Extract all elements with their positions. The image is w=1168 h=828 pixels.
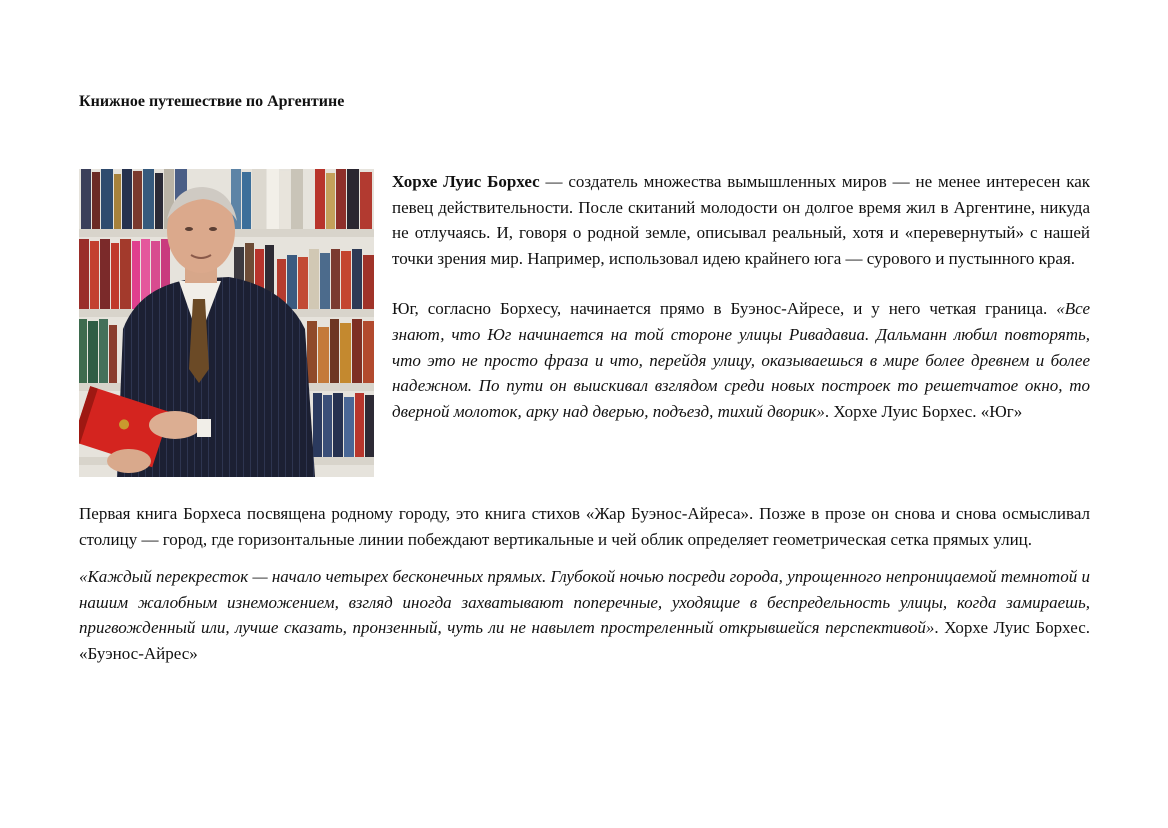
borges-photo <box>79 169 374 477</box>
page-title: Книжное путешествие по Аргентине <box>79 93 345 110</box>
south-source: . Хорхе Луис Борхес. «Юг» <box>824 401 1023 421</box>
intro-column <box>392 169 1090 424</box>
intro-text: — создатель множества вымышленных миров — не менее интересен как певец действительности. После скитаний молодости он долгое время жил в Аргентине, никуда не отлучаясь. И, говоря о родной земле, описывал реальный, хотя и «перевернутый» с нашей точки зрения мир. Например, использовал идею крайнего юга — сурового и пустынного края. <box>392 172 1090 268</box>
first-book-paragraph: Первая книга Борхеса посвящена родному городу, это книга стихов «Жар Буэнос-Айреса». Позже в прозе он снова и снова осмысливал столицу — город, где горизонтальные линии побеждают вертикальные и чей облик определяет геометрическая сетка прямых улиц. <box>79 504 1090 549</box>
author-name: Хорхе Луис Борхес <box>392 172 540 191</box>
south-lead: Юг, согласно Борхесу, начинается прямо в Буэнос-Айресе, и у него четкая граница. <box>392 299 1057 319</box>
portrait-illustration <box>79 169 374 477</box>
body-text <box>79 501 1090 667</box>
crossroad-quote: «Каждый перекресток — начало четырех бесконечных прямых. Глубокой ночью посреди города, упрощенного непроницаемой темнотой и нашим жалобным изнеможением, взгляд иногда захватывают поперечные, уходящие в беспредельность улицы, когда замираешь, пригвожденный или, лучше сказать, пронзенный, чуть ли не навылет простреленный открывшейся перспективой» <box>79 567 1090 638</box>
crossroad-source: . Хорхе Луис Борхес. «Буэнос-Айрес» <box>79 618 1091 663</box>
intro-paragraph <box>392 169 1090 271</box>
crossroad-paragraph <box>79 564 1090 666</box>
south-quote: «Все знают, что Юг начинается на той стороне улицы Ривадавиа. Дальманн любил повторять, что это не просто фраза и что, перейдя улицу, оказываешься в мире более древнем и более надежном. По пути он выискивал взглядом среди новых построек то решетчатое окно, то дверной молоток, арку над дверью, подъезд, тихий дворик» <box>392 299 1090 421</box>
south-paragraph <box>392 296 1090 424</box>
